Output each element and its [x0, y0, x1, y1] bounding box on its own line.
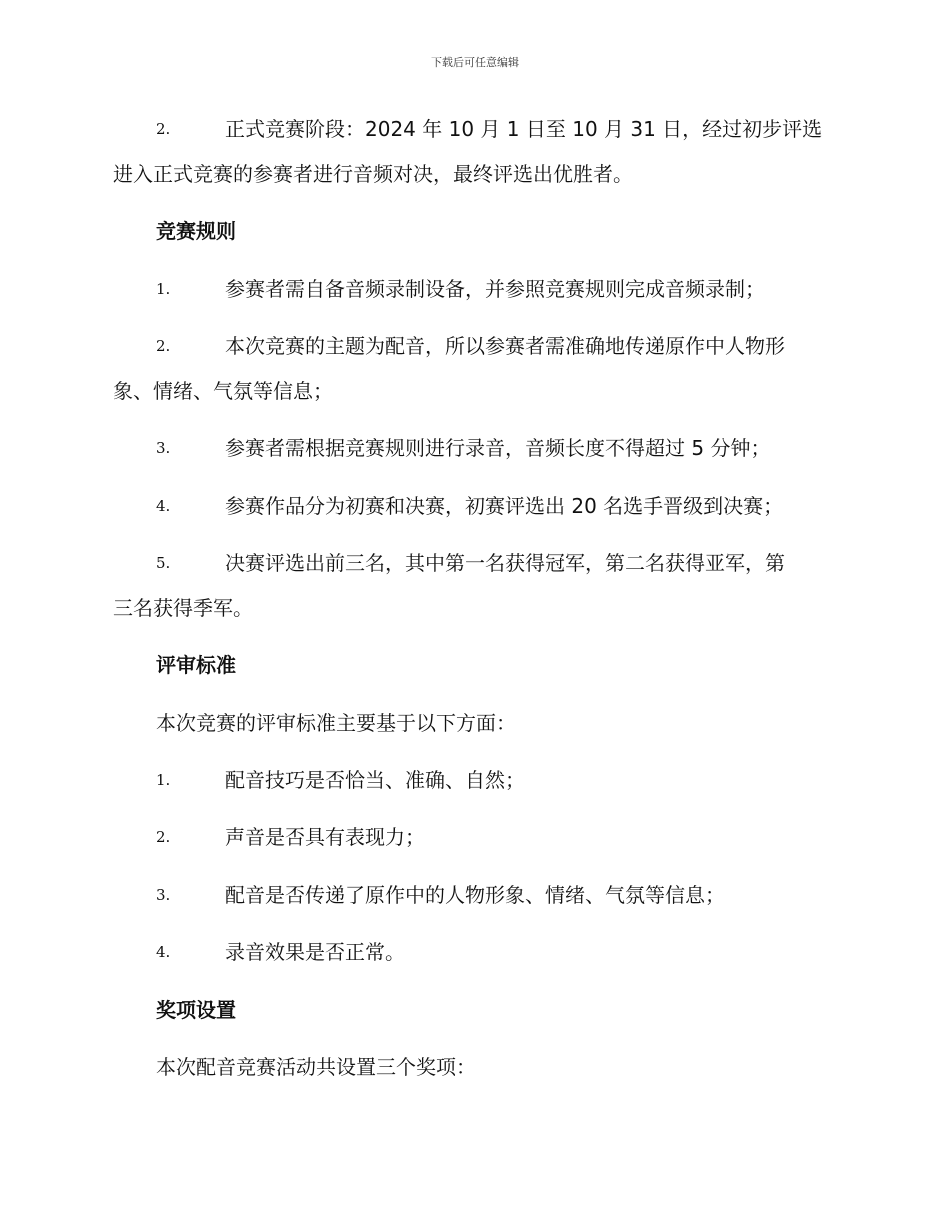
list-item-text: 配音技巧是否恰当、准确、自然；: [225, 768, 525, 792]
list-item-text: 录音效果是否正常。: [225, 940, 405, 964]
list-number: 4.: [156, 943, 171, 961]
list-number: 1.: [156, 280, 171, 298]
section-heading-rules: 竞赛规则: [156, 219, 236, 243]
list-number: 3.: [156, 439, 171, 457]
list-item-continuation: 象、情绪、气氛等信息；: [113, 379, 333, 403]
section-heading-awards: 奖项设置: [156, 998, 236, 1022]
list-item-text: 正式竞赛阶段：2024 年 10 月 1 日至 10 月 31 日，经过初步评选: [225, 117, 823, 141]
list-item-text: 本次竞赛的主题为配音，所以参赛者需准确地传递原作中人物形: [225, 334, 785, 358]
list-item-continuation: 三名获得季军。: [113, 596, 253, 620]
list-number: 2.: [156, 120, 171, 138]
list-number: 2.: [156, 337, 171, 355]
section-intro: 本次竞赛的评审标准主要基于以下方面：: [156, 711, 516, 735]
list-number: 3.: [156, 886, 171, 904]
list-number: 4.: [156, 497, 171, 515]
list-number: 2.: [156, 828, 171, 846]
list-item-text: 配音是否传递了原作中的人物形象、情绪、气氛等信息；: [225, 883, 725, 907]
list-number: 1.: [156, 771, 171, 789]
list-item-text: 参赛者需根据竞赛规则进行录音，音频长度不得超过 5 分钟；: [225, 436, 771, 460]
list-item-text: 参赛作品分为初赛和决赛，初赛评选出 20 名选手晋级到决赛；: [225, 494, 784, 518]
list-item-text: 声音是否具有表现力；: [225, 825, 425, 849]
list-item-text: 决赛评选出前三名，其中第一名获得冠军，第二名获得亚军，第: [225, 551, 785, 575]
list-number: 5.: [156, 554, 171, 572]
section-intro: 本次配音竞赛活动共设置三个奖项：: [156, 1055, 476, 1079]
page-header: 下载后可任意编辑: [431, 56, 519, 69]
list-item-text: 参赛者需自备音频录制设备，并参照竞赛规则完成音频录制；: [225, 277, 765, 301]
section-heading-criteria: 评审标准: [156, 653, 236, 677]
list-item-continuation: 进入正式竞赛的参赛者进行音频对决，最终评选出优胜者。: [113, 162, 633, 186]
